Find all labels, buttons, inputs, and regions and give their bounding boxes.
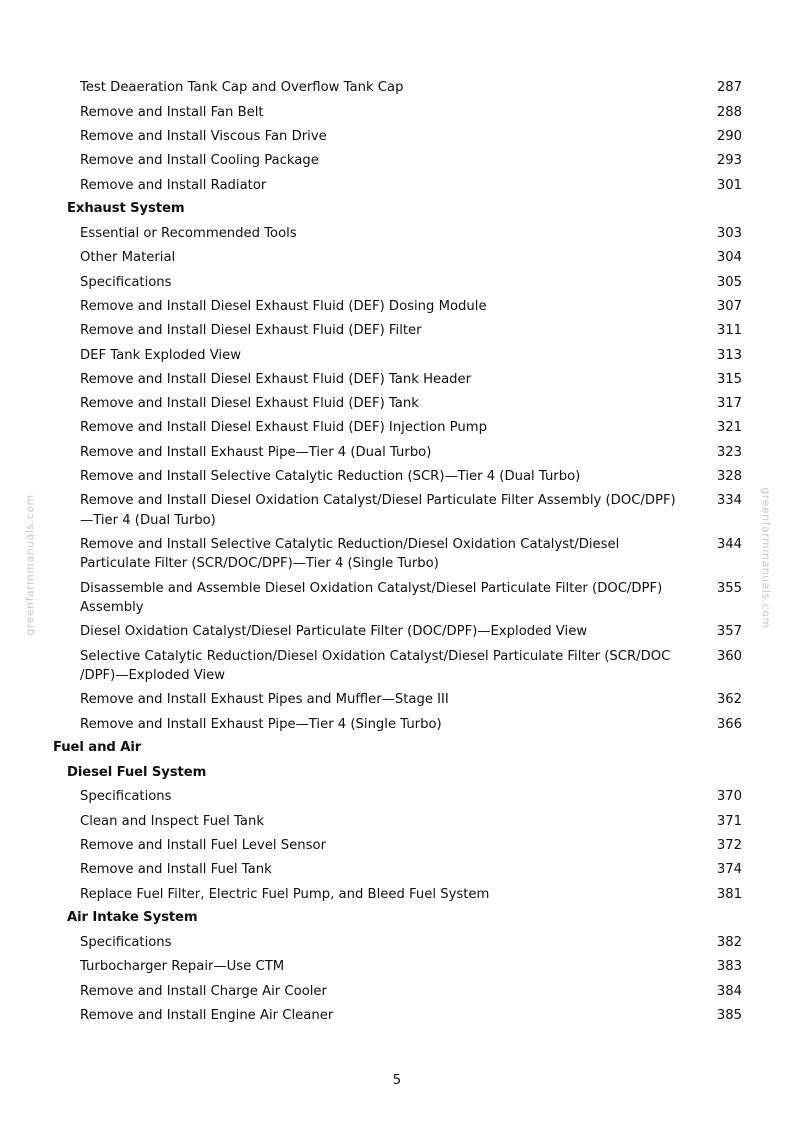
toc-entry-title: Remove and Install Diesel Exhaust Fluid (DEF) Injection Pump bbox=[80, 420, 487, 436]
toc-entry bbox=[0, 295, 794, 319]
toc-entry bbox=[0, 620, 794, 644]
toc-entry bbox=[0, 688, 794, 712]
toc-entry-page: 305 bbox=[716, 274, 742, 290]
toc-entry-title: Other Material bbox=[80, 250, 176, 266]
toc-entry-page: 370 bbox=[716, 789, 742, 805]
toc-entry-title: Clean and Inspect Fuel Tank bbox=[80, 813, 264, 829]
toc-entry bbox=[0, 100, 794, 124]
table-of-contents bbox=[0, 76, 794, 1028]
toc-subsection-heading bbox=[0, 761, 794, 785]
toc-entry-page: 307 bbox=[716, 298, 742, 314]
toc-entry bbox=[0, 319, 794, 343]
toc-entry-page: 366 bbox=[716, 716, 742, 732]
toc-entry-title: Remove and Install Fuel Tank bbox=[80, 862, 272, 878]
toc-entry-title: Test Deaeration Tank Cap and Overflow Tank Cap bbox=[80, 80, 404, 96]
toc-entry-title: Specifications bbox=[80, 274, 172, 290]
toc-entry-page: 357 bbox=[716, 624, 742, 640]
toc-entry bbox=[0, 576, 794, 620]
toc-entry bbox=[0, 955, 794, 979]
toc-entry-page: 317 bbox=[716, 396, 742, 412]
toc-entry-title: Remove and Install Cooling Package bbox=[80, 153, 319, 169]
toc-entry-title: Remove and Install Viscous Fan Drive bbox=[80, 129, 327, 144]
toc-entry-title: Remove and Install Selective Catalytic Reduction (SCR)—Tier 4 (Dual Turbo) bbox=[80, 468, 581, 484]
toc-entry-title: Remove and Install Diesel Exhaust Fluid (DEF) Tank bbox=[80, 396, 419, 412]
toc-entry-title: Remove and Install Diesel Exhaust Fluid (DEF) Dosing Module bbox=[80, 298, 487, 314]
toc-entry-page: 360 bbox=[716, 648, 742, 664]
toc-entry bbox=[0, 882, 794, 906]
toc-entry bbox=[0, 392, 794, 416]
toc-entry bbox=[0, 173, 794, 197]
toc-entry-page: 384 bbox=[716, 983, 742, 999]
toc-entry bbox=[0, 440, 794, 464]
toc-entry-page: 313 bbox=[716, 347, 742, 363]
toc-entry-page: 334 bbox=[716, 493, 742, 509]
toc-entry-title: Remove and Install Diesel Oxidation Catalyst/Diesel Particulate Filter Assembly (DOC/DPF)—Tier 4 (Dual Turbo) bbox=[80, 493, 676, 528]
toc-entry-title: DEF Tank Exploded View bbox=[80, 347, 241, 363]
toc-entry bbox=[0, 979, 794, 1003]
toc-heading-title: Exhaust System bbox=[67, 201, 185, 217]
toc-entry bbox=[0, 367, 794, 391]
toc-section-heading bbox=[0, 736, 794, 760]
toc-entry-page: 381 bbox=[716, 886, 742, 902]
toc-entry bbox=[0, 270, 794, 294]
toc-entry bbox=[0, 1004, 794, 1028]
toc-entry-page: 301 bbox=[716, 177, 742, 193]
toc-entry bbox=[0, 712, 794, 736]
toc-entry bbox=[0, 834, 794, 858]
toc-entry-title: Disassemble and Assemble Diesel Oxidation Catalyst/Diesel Particulate Filter (DOC/DPF) Assembly bbox=[80, 580, 663, 616]
toc-entry-title: Selective Catalytic Reduction/Diesel Oxidation Catalyst/Diesel Particulate Filter (SCR/DOC /DPF)—Exploded View bbox=[80, 648, 671, 683]
toc-entry-page: 374 bbox=[716, 862, 742, 878]
toc-entry-page: 383 bbox=[716, 959, 742, 975]
toc-entry bbox=[0, 785, 794, 809]
toc-entry-page: 303 bbox=[716, 226, 742, 242]
watermark-right: greenfarmmanuals.com bbox=[759, 487, 773, 629]
toc-heading-title: Air Intake System bbox=[67, 910, 198, 926]
toc-entry-title: Specifications bbox=[80, 935, 172, 951]
toc-entry bbox=[0, 222, 794, 246]
toc-entry-title: Remove and Install Exhaust Pipes and Muffler—Stage III bbox=[80, 692, 449, 708]
toc-entry-page: 355 bbox=[716, 580, 742, 596]
toc-entry-title: Remove and Install Charge Air Cooler bbox=[80, 983, 327, 999]
toc-entry bbox=[0, 931, 794, 955]
toc-heading-title: Diesel Fuel System bbox=[67, 764, 207, 780]
toc-entry-title: Turbocharger Repair—Use CTM bbox=[80, 959, 285, 975]
page-number: 5 bbox=[392, 1073, 402, 1088]
toc-entry-page: 293 bbox=[716, 153, 742, 169]
toc-entry-page: 323 bbox=[716, 444, 742, 460]
toc-entry-title: Replace Fuel Filter, Electric Fuel Pump, and Bleed Fuel System bbox=[80, 886, 490, 902]
toc-entry bbox=[0, 489, 794, 533]
toc-entry-title: Remove and Install Diesel Exhaust Fluid (DEF) Tank Header bbox=[80, 371, 472, 387]
toc-entry-page: 321 bbox=[716, 420, 742, 436]
toc-entry bbox=[0, 532, 794, 576]
toc-entry bbox=[0, 343, 794, 367]
toc-entry-page: 362 bbox=[716, 692, 742, 708]
toc-heading-title: Fuel and Air bbox=[53, 740, 142, 756]
toc-entry-title: Specifications bbox=[80, 789, 172, 805]
toc-entry-title: Essential or Recommended Tools bbox=[80, 226, 297, 242]
toc-entry-title: Remove and Install Fuel Level Sensor bbox=[80, 837, 326, 853]
toc-entry bbox=[0, 76, 794, 100]
toc-entry bbox=[0, 644, 794, 688]
toc-entry-title: Diesel Oxidation Catalyst/Diesel Particulate Filter (DOC/DPF)—Exploded View bbox=[80, 624, 588, 640]
toc-entry bbox=[0, 416, 794, 440]
toc-entry-page: 344 bbox=[716, 536, 742, 552]
toc-entry-title: Remove and Install Fan Belt bbox=[80, 104, 264, 120]
toc-entry-page: 328 bbox=[716, 468, 742, 484]
watermark-left: greenfarmmanuals.com bbox=[23, 494, 37, 636]
toc-entry bbox=[0, 149, 794, 173]
toc-entry-page: 290 bbox=[716, 129, 742, 144]
toc-entry-page: 311 bbox=[716, 323, 742, 339]
toc-entry-page: 385 bbox=[716, 1007, 742, 1023]
toc-entry bbox=[0, 465, 794, 489]
toc-entry-title: Remove and Install Engine Air Cleaner bbox=[80, 1007, 334, 1023]
toc-entry bbox=[0, 809, 794, 833]
toc-entry-page: 287 bbox=[716, 80, 742, 96]
toc-entry bbox=[0, 858, 794, 882]
toc-entry-title: Remove and Install Diesel Exhaust Fluid (DEF) Filter bbox=[80, 323, 422, 339]
toc-subsection-heading bbox=[0, 906, 794, 930]
toc-entry-page: 304 bbox=[716, 250, 742, 266]
toc-entry-page: 315 bbox=[716, 371, 742, 387]
toc-entry-page: 372 bbox=[716, 837, 742, 853]
toc-entry bbox=[0, 125, 794, 149]
toc-entry-title: Remove and Install Exhaust Pipe—Tier 4 (Single Turbo) bbox=[80, 716, 442, 732]
toc-entry-page: 371 bbox=[716, 813, 742, 829]
toc-entry-page: 382 bbox=[716, 935, 742, 951]
toc-entry-title: Remove and Install Radiator bbox=[80, 177, 267, 193]
toc-subsection-heading bbox=[0, 197, 794, 221]
toc-entry-title: Remove and Install Exhaust Pipe—Tier 4 (Dual Turbo) bbox=[80, 444, 432, 460]
toc-entry-page: 288 bbox=[716, 104, 742, 120]
toc-entry-title: Remove and Install Selective Catalytic Reduction/Diesel Oxidation Catalyst/Diesel Particulate Filter (SCR/DOC/DPF)—Tier 4 (Single Turbo) bbox=[80, 536, 620, 572]
toc-entry bbox=[0, 246, 794, 270]
